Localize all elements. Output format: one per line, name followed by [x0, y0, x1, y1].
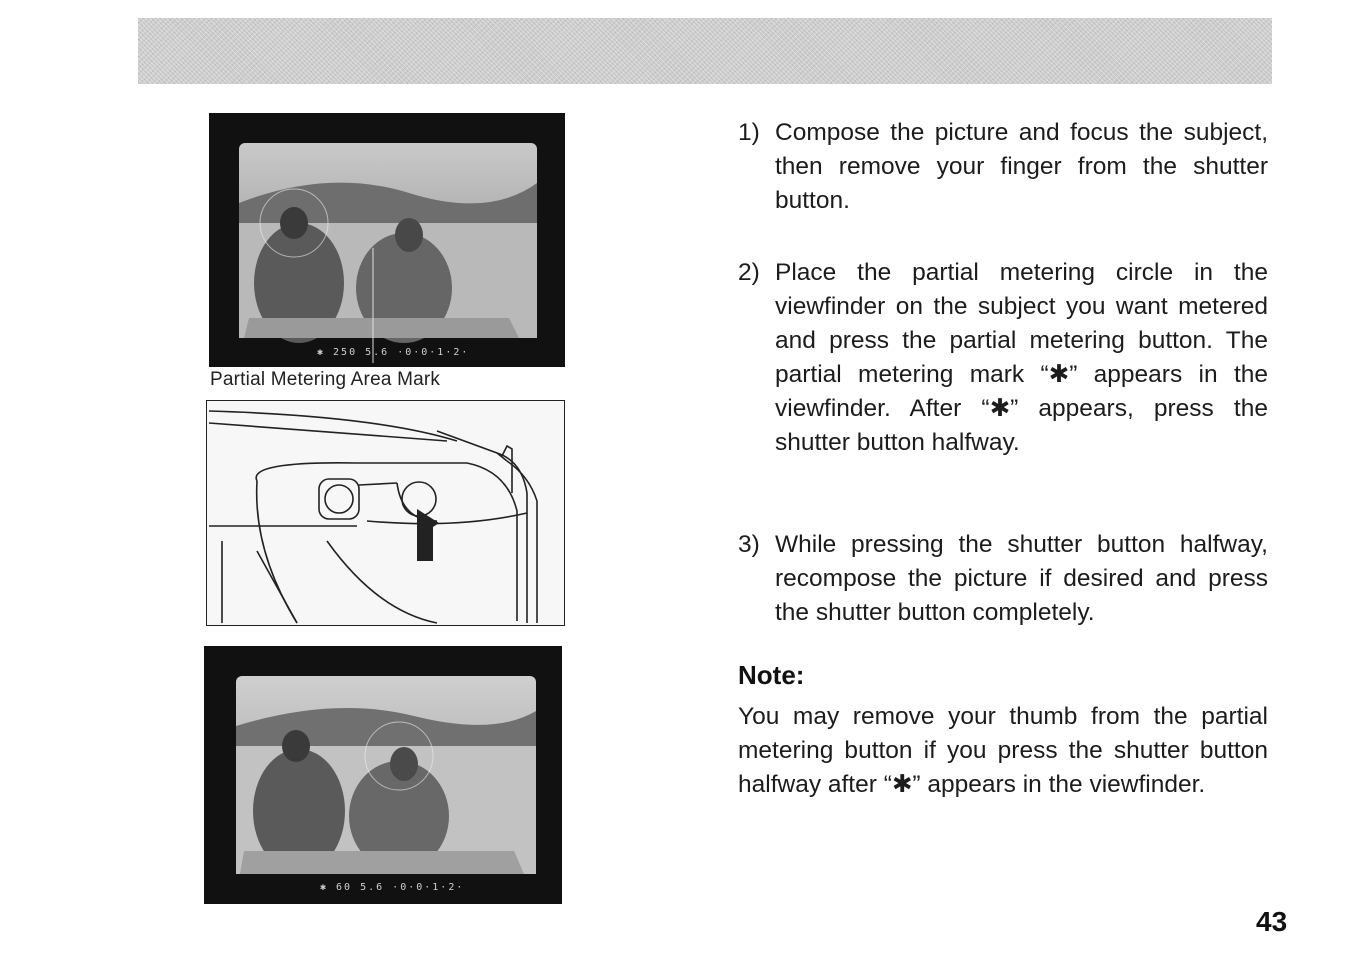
note-text-part: ” appears in the viewfinder.	[912, 771, 1206, 798]
step-1	[738, 116, 1278, 221]
step-number: 2)	[738, 259, 760, 286]
viewfinder-readout-bottom: ✱ 60 5.6 ·0·0·1·2·	[320, 882, 465, 893]
note-title: Note:	[738, 660, 805, 690]
pointer-arrow-icon	[417, 509, 439, 561]
step-text	[775, 256, 1268, 460]
step-text-part: ” appears in the viewfinder. After “	[775, 361, 1269, 422]
partial-metering-mark-icon: ✱	[989, 395, 1011, 422]
step-2	[738, 256, 1278, 496]
camera-back-drawing	[207, 401, 566, 627]
viewfinder-scene-top	[209, 113, 565, 367]
header-band	[138, 18, 1272, 84]
step-text: Compose the picture and focus the subject, then remove your finger from the shutter button.	[775, 119, 1268, 214]
step-number: 3)	[738, 531, 760, 558]
camera-diagram	[206, 400, 565, 626]
step-3	[738, 528, 1278, 633]
viewfinder-photo-bottom	[204, 646, 562, 904]
partial-metering-caption: Partial Metering Area Mark	[210, 369, 441, 390]
step-text: While pressing the shutter button halfway, recompose the picture if desired and press the shutter button completely.	[775, 531, 1268, 626]
step-text-part: ” appears, press the shutter button halfway.	[775, 395, 1268, 456]
viewfinder-scene-bottom	[204, 646, 562, 904]
partial-metering-mark-icon: ✱	[891, 771, 913, 798]
note-text-part: You may remove your thumb from the partial metering button if you press the shutter button halfway after “	[738, 703, 1268, 798]
step-number: 1)	[738, 119, 760, 146]
step-text-part: Place the partial metering circle in the viewfinder on the subject you want metered and press the partial metering button. The partial metering mark “	[775, 259, 1268, 388]
note-body	[738, 700, 1268, 802]
viewfinder-readout-top: ✱ 250 5.6 ·0·0·1·2·	[317, 347, 470, 358]
partial-metering-mark-icon: ✱	[1048, 361, 1070, 388]
page-number: 43	[1256, 906, 1288, 937]
viewfinder-photo-top	[209, 113, 565, 367]
